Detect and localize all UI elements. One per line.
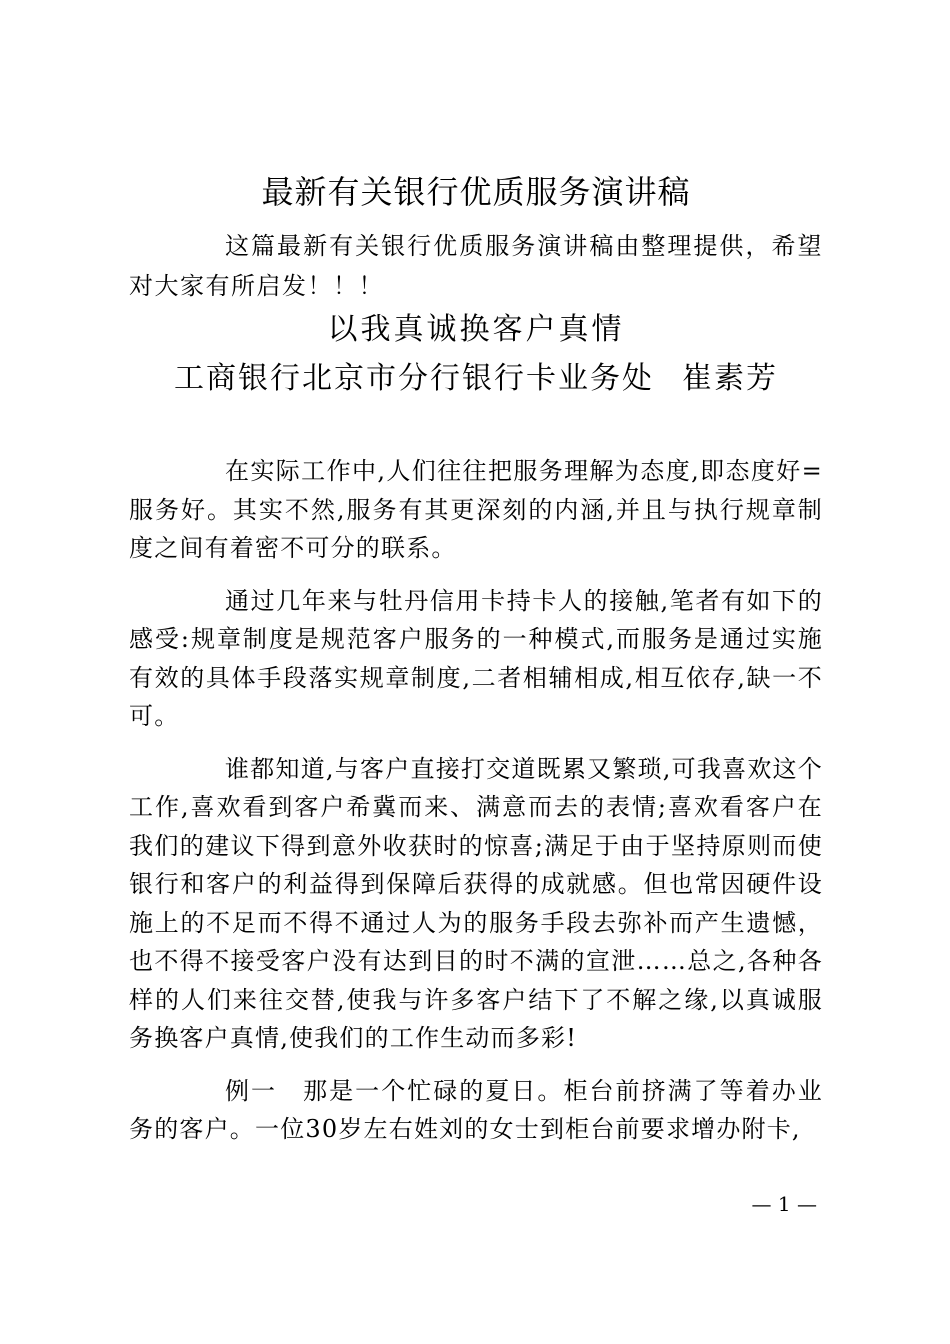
document-title: 最新有关银行优质服务演讲稿 [261, 173, 691, 211]
body-paragraph: 谁都知道,与客户直接打交道既累又繁琐,可我喜欢这个工作,喜欢看到客户希冀而来、满意而去的表情;喜欢看客户在我们的建议下得到意外收获时的惊喜;满足于由于坚持原则而使银行和客户的利益得到保障后获得的成就感。但也常因硬件设施上的不足而不得不通过人为的服务手段去弥补而产生遗憾，也不得不接受客户没有达到目的时不满的宣泄……总之,各种各样的人们来往交替,使我与许多客户结下了不解之缘,以真诚服务换客户真情,使我们的工作生动而多彩! [129, 754, 823, 1052]
example-label: 例一 [225, 1076, 278, 1105]
example-paragraph [129, 1072, 823, 1149]
example-text: 那是一个忙碌的夏日。柜台前挤满了等着办业务的客户。一位30岁左右姓刘的女士到柜台前要求增办附卡, [129, 1076, 823, 1143]
body-paragraph: 在实际工作中,人们往往把服务理解为态度,即态度好=服务好。其实不然,服务有其更深刻的内涵,并且与执行规章制度之间有着密不可分的联系。 [129, 457, 823, 562]
body-paragraph: 通过几年来与牡丹信用卡持卡人的接触,笔者有如下的感受:规章制度是规范客户服务的一种模式,而服务是通过实施有效的具体手段落实规章制度,二者相辅相成,相互依存,缺一不可。 [129, 586, 823, 730]
speech-subtitle: 以我真诚换客户真情 [327, 312, 625, 347]
author-line [129, 355, 823, 403]
author-name: 崔素芳 [682, 361, 778, 396]
speech-body [129, 452, 823, 1163]
author-organization: 工商银行北京市分行银行卡业务处 [174, 361, 654, 396]
intro-paragraph: 这篇最新有关银行优质服务演讲稿由整理提供，希望对大家有所启发！！！ [129, 232, 823, 300]
page-number: — 1 — [751, 1192, 817, 1216]
